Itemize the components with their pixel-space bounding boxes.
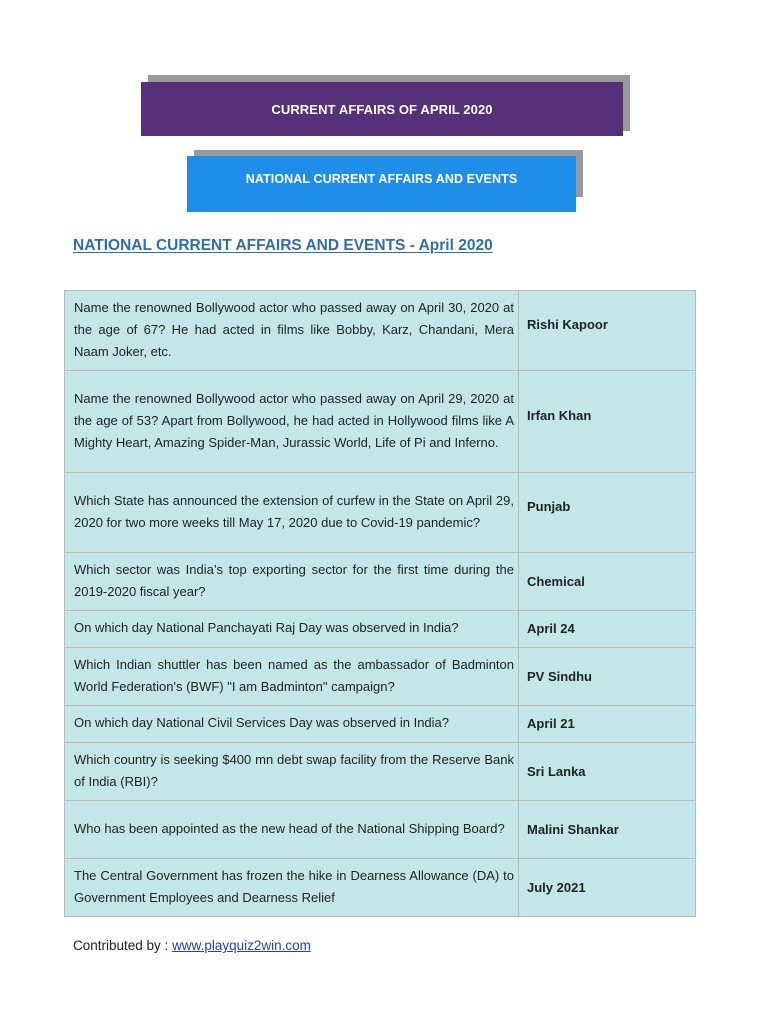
qa-table xyxy=(64,290,696,917)
answer-cell xyxy=(519,371,696,473)
answer-cell xyxy=(519,859,696,917)
table-row xyxy=(65,706,696,743)
question-cell: Which sector was India’s top exporting sector for the first time during the 2019-2020 fiscal year? xyxy=(65,553,519,611)
table-row xyxy=(65,553,696,611)
answer-cell xyxy=(519,743,696,801)
title-banner xyxy=(141,82,623,136)
answer-cell xyxy=(519,473,696,553)
answer-cell xyxy=(519,648,696,706)
answer-text: Sri Lanka xyxy=(527,763,586,779)
answer-text: Chemical xyxy=(527,573,585,589)
question-cell: Who has been appointed as the new head of the National Shipping Board? xyxy=(65,801,519,859)
title-banner-text: CURRENT AFFAIRS OF APRIL 2020 xyxy=(271,101,493,117)
table-row xyxy=(65,743,696,801)
subtitle-banner-text: NATIONAL CURRENT AFFAIRS AND EVENTS xyxy=(245,172,518,186)
table-row xyxy=(65,473,696,553)
section-heading: NATIONAL CURRENT AFFAIRS AND EVENTS - April 2020 xyxy=(73,237,493,254)
table-row xyxy=(65,611,696,648)
answer-cell xyxy=(519,553,696,611)
subtitle-banner xyxy=(187,156,576,212)
question-cell: Name the renowned Bollywood actor who passed away on April 29, 2020 at the age of 53? Apart from Bollywood, he had acted in Hollywood films like A Mighty Heart, Amazing Spider-Man, Jurassic World, Life of Pi and Inferno. xyxy=(65,371,519,473)
table-row xyxy=(65,801,696,859)
answer-cell xyxy=(519,706,696,743)
answer-cell xyxy=(519,611,696,648)
answer-text: July 2021 xyxy=(527,879,586,895)
question-cell: The Central Government has frozen the hike in Dearness Allowance (DA) to Government Employees and Dearness Relief xyxy=(65,859,519,917)
question-cell: Which Indian shuttler has been named as the ambassador of Badminton World Federation's (BWF) "I am Badminton" campaign? xyxy=(65,648,519,706)
question-cell: Which country is seeking $400 mn debt swap facility from the Reserve Bank of India (RBI)? xyxy=(65,743,519,801)
footer xyxy=(73,938,311,953)
table-row xyxy=(65,291,696,371)
answer-text: Irfan Khan xyxy=(527,407,592,423)
answer-text: April 21 xyxy=(527,716,575,731)
table-row xyxy=(65,648,696,706)
answer-cell xyxy=(519,801,696,859)
table-row xyxy=(65,859,696,917)
answer-cell xyxy=(519,291,696,371)
answer-text: Malini Shankar xyxy=(527,821,619,837)
footer-label: Contributed by : xyxy=(73,938,173,953)
question-cell: On which day National Panchayati Raj Day was observed in India? xyxy=(65,611,519,648)
answer-text: Punjab xyxy=(527,498,571,514)
answer-text: Rishi Kapoor xyxy=(527,316,608,332)
answer-text: PV Sindhu xyxy=(527,668,592,684)
question-cell: On which day National Civil Services Day was observed in India? xyxy=(65,706,519,743)
table-row xyxy=(65,371,696,473)
question-cell: Name the renowned Bollywood actor who passed away on April 30, 2020 at the age of 67? He had acted in films like Bobby, Karz, Chandani, Mera Naam Joker, etc. xyxy=(65,291,519,371)
website-link[interactable]: www.playquiz2win.com xyxy=(172,938,311,953)
question-cell: Which State has announced the extension of curfew in the State on April 29, 2020 for two more weeks till May 17, 2020 due to Covid-19 pandemic? xyxy=(65,473,519,553)
answer-text: April 24 xyxy=(527,621,575,636)
